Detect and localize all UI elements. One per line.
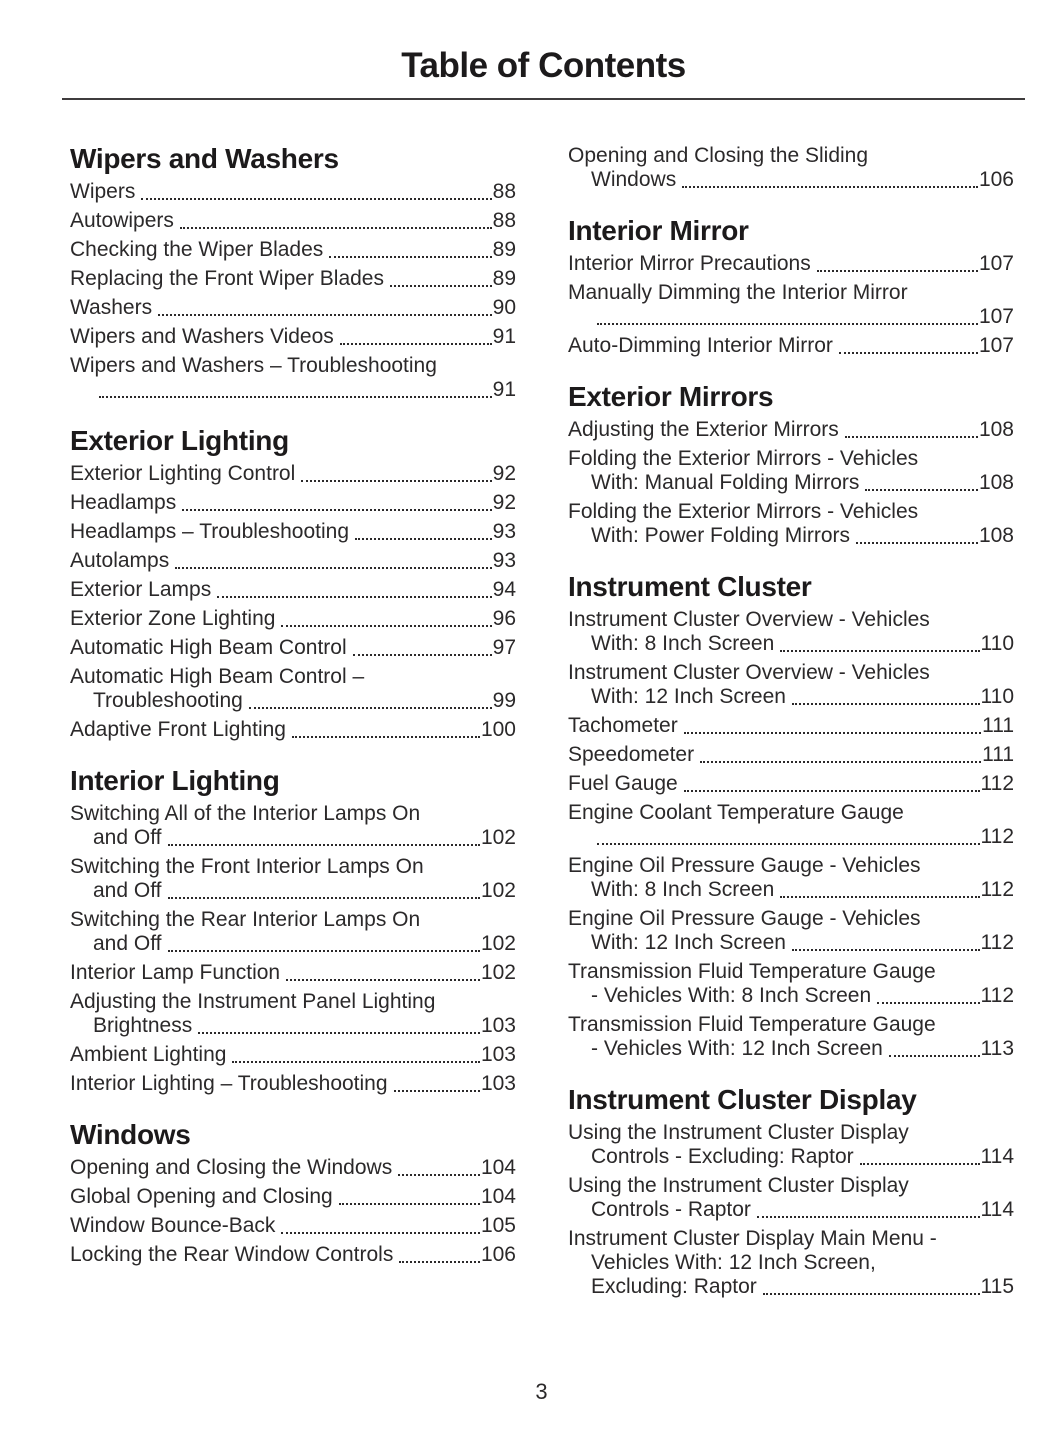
toc-entry-lastline	[568, 168, 1014, 192]
toc-entry-text: Locking the Rear Window Controls	[70, 1243, 394, 1266]
dot-leader	[339, 1203, 480, 1205]
toc-entry-line: Using the Instrument Cluster Display	[568, 1174, 909, 1197]
toc-entry-lastline	[568, 524, 1014, 548]
dot-leader	[684, 790, 980, 792]
page-ref: 94	[492, 578, 516, 601]
page-ref: 99	[492, 689, 516, 712]
toc-entry[interactable]	[70, 296, 516, 320]
toc-entry[interactable]	[70, 802, 516, 850]
toc-entry[interactable]	[70, 1243, 516, 1267]
toc-entry-lastline	[70, 1243, 516, 1267]
page-ref: 108	[978, 418, 1014, 441]
toc-entry-line: Automatic High Beam Control –	[70, 665, 365, 688]
toc-entry-text: Replacing the Front Wiper Blades	[70, 267, 384, 290]
page-ref: 112	[980, 931, 1014, 954]
page-ref: 102	[480, 961, 516, 984]
toc-entry-text: Windows	[591, 168, 677, 191]
toc-entry-text: With: Power Folding Mirrors	[591, 524, 851, 547]
dot-leader	[168, 844, 480, 846]
toc-entry-text: - Vehicles With: 8 Inch Screen	[591, 984, 872, 1007]
dot-leader	[292, 736, 480, 738]
toc-section	[568, 144, 1014, 192]
toc-entry[interactable]	[70, 209, 516, 233]
toc-entry-lastline	[70, 238, 516, 262]
toc-entry[interactable]	[568, 281, 1014, 329]
toc-entry-lastline	[70, 180, 516, 204]
dot-leader	[232, 1061, 480, 1063]
dot-leader	[217, 596, 491, 598]
toc-entry-text: Headlamps – Troubleshooting	[70, 520, 350, 543]
toc-entry-lastline	[70, 1014, 516, 1038]
toc-entry[interactable]	[568, 447, 1014, 495]
toc-entry-text: Adjusting the Exterior Mirrors	[568, 418, 839, 441]
page-ref: 114	[980, 1198, 1014, 1221]
toc-entry-line: Switching the Front Interior Lamps On	[70, 855, 424, 878]
toc-entry-text: and Off	[93, 879, 162, 902]
toc-entry-text: Auto-Dimming Interior Mirror	[568, 334, 833, 357]
toc-entry-lastline	[70, 209, 516, 233]
dot-leader	[390, 285, 492, 287]
dot-leader	[355, 538, 492, 540]
toc-section	[568, 382, 1014, 548]
page-ref: 103	[480, 1072, 516, 1095]
dot-leader	[329, 256, 491, 258]
dot-leader	[398, 1174, 480, 1176]
toc-entry[interactable]	[70, 1185, 516, 1209]
toc-entry-lastline	[70, 1156, 516, 1180]
page-ref: 107	[978, 252, 1014, 275]
toc-entry-lastline	[568, 931, 1014, 955]
toc-entry[interactable]	[568, 144, 1014, 192]
toc-entry-text: Autolamps	[70, 549, 170, 572]
page-ref: 97	[492, 636, 516, 659]
toc-entry-lastline	[568, 772, 1014, 796]
dot-leader	[792, 949, 980, 951]
toc-entry[interactable]	[70, 1156, 516, 1180]
toc-entry[interactable]	[568, 772, 1014, 796]
toc-entry-text: Ambient Lighting	[70, 1043, 227, 1066]
toc-entry-text: Interior Lighting – Troubleshooting	[70, 1072, 388, 1095]
toc-entry-text: Opening and Closing the Windows	[70, 1156, 393, 1179]
toc-entry-text: Excluding: Raptor	[591, 1275, 757, 1298]
title-divider	[62, 98, 1025, 100]
toc-entry-text: Checking the Wiper Blades	[70, 238, 324, 261]
dot-leader	[301, 480, 491, 482]
section-heading: Interior Mirror	[568, 215, 749, 246]
toc-entry[interactable]	[70, 354, 516, 402]
toc-section	[70, 1120, 516, 1267]
toc-entry-lastline	[70, 549, 516, 573]
toc-entry-lastline	[568, 714, 1014, 738]
toc-entry-lastline	[568, 305, 1014, 329]
toc-entry-text: Wipers and Washers Videos	[70, 325, 334, 348]
toc-entry[interactable]	[568, 743, 1014, 767]
page-ref: 110	[980, 685, 1014, 708]
section-heading: Instrument Cluster Display	[568, 1084, 917, 1115]
page-ref: 105	[480, 1214, 516, 1237]
page-ref: 112	[980, 984, 1014, 1007]
dot-leader	[597, 843, 980, 845]
toc-section	[70, 766, 516, 1096]
toc-entry-text: With: 12 Inch Screen	[591, 931, 786, 954]
page-ref: 106	[480, 1243, 516, 1266]
toc-entry-line: Folding the Exterior Mirrors - Vehicles	[568, 447, 919, 470]
toc-entry-text: Global Opening and Closing	[70, 1185, 333, 1208]
toc-entry-lastline	[70, 1185, 516, 1209]
toc-entry-text: and Off	[93, 932, 162, 955]
toc-entry[interactable]	[70, 1043, 516, 1067]
dot-leader	[353, 654, 492, 656]
toc-entry[interactable]	[70, 180, 516, 204]
dot-leader	[684, 732, 981, 734]
page-ref: 111	[982, 714, 1014, 737]
toc-entry[interactable]	[70, 238, 516, 262]
dot-leader	[877, 1002, 979, 1004]
toc-section	[568, 216, 1014, 358]
dot-leader	[158, 314, 492, 316]
page-title: Table of Contents	[401, 46, 686, 85]
dot-leader	[856, 542, 978, 544]
dot-leader	[757, 1216, 980, 1218]
page-ref: 100	[480, 718, 516, 741]
toc-entry-lastline	[70, 1214, 516, 1238]
page-ref: 90	[492, 296, 516, 319]
toc-section	[568, 1085, 1014, 1299]
page-ref: 103	[480, 1014, 516, 1037]
toc-entry-line: Transmission Fluid Temperature Gauge	[568, 1013, 936, 1036]
page-ref: 108	[978, 471, 1014, 494]
toc-entry[interactable]	[70, 1214, 516, 1238]
section-heading: Instrument Cluster	[568, 571, 812, 602]
toc-entry[interactable]	[70, 607, 516, 631]
dot-leader	[394, 1090, 480, 1092]
toc-entry-line: Adjusting the Instrument Panel Lighting	[70, 990, 436, 1013]
toc-entry-lastline	[70, 1043, 516, 1067]
toc-section	[70, 144, 516, 402]
toc-entry[interactable]	[568, 1013, 1014, 1061]
page-ref: 112	[980, 878, 1014, 901]
toc-entry-text: Troubleshooting	[93, 689, 243, 712]
dot-leader	[198, 1032, 480, 1034]
toc-entry-lastline	[70, 689, 516, 713]
dot-leader	[682, 186, 978, 188]
page-ref: 107	[978, 305, 1014, 328]
toc-entry-text: With: 12 Inch Screen	[591, 685, 786, 708]
page-ref: 115	[980, 1275, 1014, 1298]
toc-entry-lastline	[568, 252, 1014, 276]
toc-entry[interactable]	[70, 549, 516, 573]
toc-entry[interactable]	[70, 990, 516, 1038]
page-ref: 113	[980, 1037, 1014, 1060]
page-ref: 103	[480, 1043, 516, 1066]
toc-entry-text: Adaptive Front Lighting	[70, 718, 286, 741]
dot-leader	[168, 950, 480, 952]
page-ref: 104	[480, 1185, 516, 1208]
toc-entry-lastline	[70, 578, 516, 602]
dot-leader	[340, 343, 492, 345]
toc-entry-line: Switching the Rear Interior Lamps On	[70, 908, 421, 931]
toc-entry-line: Using the Instrument Cluster Display	[568, 1121, 909, 1144]
toc-entry[interactable]	[568, 960, 1014, 1008]
page-ref: 93	[492, 549, 516, 572]
page-ref: 107	[978, 334, 1014, 357]
page-ref: 93	[492, 520, 516, 543]
toc-section	[70, 426, 516, 742]
toc-entry-lastline	[70, 636, 516, 660]
toc-entry-text: Autowipers	[70, 209, 174, 232]
toc-entry[interactable]	[70, 1072, 516, 1096]
toc-entry-text: With: 8 Inch Screen	[591, 878, 775, 901]
page-ref: 92	[492, 462, 516, 485]
toc-entry-text: Controls - Raptor	[591, 1198, 751, 1221]
page-ref: 88	[492, 209, 516, 232]
toc-entry-lastline	[568, 984, 1014, 1008]
page-ref: 111	[982, 743, 1014, 766]
toc-entry[interactable]	[70, 718, 516, 742]
toc-entry[interactable]	[70, 578, 516, 602]
page-ref: 102	[480, 932, 516, 955]
toc-entry-line: Instrument Cluster Overview - Vehicles	[568, 608, 930, 631]
toc-entry-line: Vehicles With: 12 Inch Screen,	[591, 1251, 876, 1274]
dot-leader	[249, 707, 492, 709]
toc-entry[interactable]	[568, 1174, 1014, 1222]
toc-entry-lastline	[70, 961, 516, 985]
toc-entry-line: Manually Dimming the Interior Mirror	[568, 281, 908, 304]
toc-entry-text: Fuel Gauge	[568, 772, 678, 795]
toc-entry-lastline	[70, 718, 516, 742]
toc-entry-lastline	[568, 685, 1014, 709]
toc-entry-lastline	[70, 607, 516, 631]
toc-entry[interactable]	[70, 462, 516, 486]
page-header	[0, 0, 1055, 86]
toc-entry[interactable]	[568, 714, 1014, 738]
toc-entry[interactable]	[568, 907, 1014, 955]
toc-entry[interactable]	[70, 325, 516, 349]
toc-entry-line: Opening and Closing the Sliding	[568, 144, 869, 167]
toc-entry-lastline	[70, 325, 516, 349]
page-ref: 112	[980, 772, 1014, 795]
page-ref: 104	[480, 1156, 516, 1179]
page-ref: 88	[492, 180, 516, 203]
toc-entry[interactable]	[70, 961, 516, 985]
toc-entry-lastline	[568, 471, 1014, 495]
dot-leader	[817, 270, 978, 272]
page-ref: 110	[980, 632, 1014, 655]
toc-entry-lastline	[70, 267, 516, 291]
toc-entry[interactable]	[70, 491, 516, 515]
page-ref: 91	[492, 378, 516, 401]
toc-entry-line: Instrument Cluster Display Main Menu -	[568, 1227, 937, 1250]
toc-entry-lastline	[70, 932, 516, 956]
dot-leader	[865, 489, 978, 491]
toc-entry-lastline	[70, 826, 516, 850]
dot-leader	[860, 1163, 980, 1165]
toc-entry[interactable]	[568, 801, 1014, 849]
page-ref: 102	[480, 879, 516, 902]
dot-leader	[286, 979, 480, 981]
toc-entry[interactable]	[70, 855, 516, 903]
page-ref: 96	[492, 607, 516, 630]
toc-entry[interactable]	[568, 1121, 1014, 1169]
toc-entry[interactable]	[70, 267, 516, 291]
toc-entry-lastline	[568, 825, 1014, 849]
toc-entry-lastline	[568, 743, 1014, 767]
dot-leader	[763, 1293, 980, 1295]
toc-entry-text: Washers	[70, 296, 153, 319]
toc-entry-lastline	[568, 418, 1014, 442]
toc-entry-line: Folding the Exterior Mirrors - Vehicles	[568, 500, 919, 523]
toc-entry-text: Interior Mirror Precautions	[568, 252, 811, 275]
toc-entry-text: Tachometer	[568, 714, 678, 737]
toc-entry[interactable]	[70, 908, 516, 956]
dot-leader	[141, 198, 491, 200]
toc-entry-lastline	[70, 879, 516, 903]
toc-entry-text: Interior Lamp Function	[70, 961, 281, 984]
toc-entry-line: Switching All of the Interior Lamps On	[70, 802, 421, 825]
dot-leader	[180, 227, 492, 229]
toc-entry-lastline	[568, 1275, 1014, 1299]
toc-entry-lastline	[568, 632, 1014, 656]
toc-entry-text: Exterior Zone Lighting	[70, 607, 276, 630]
dot-leader	[182, 509, 491, 511]
toc-entry[interactable]	[568, 334, 1014, 358]
page-ref: 91	[492, 325, 516, 348]
toc-entry-text: With: Manual Folding Mirrors	[591, 471, 860, 494]
toc-entry-line: Wipers and Washers – Troubleshooting	[70, 354, 437, 377]
dot-leader	[792, 703, 980, 705]
dot-leader	[99, 396, 492, 398]
toc-entry[interactable]	[568, 418, 1014, 442]
toc-entry-text: Speedometer	[568, 743, 695, 766]
toc-entry-lastline	[70, 1072, 516, 1096]
dot-leader	[168, 897, 480, 899]
toc-entry-line: Instrument Cluster Overview - Vehicles	[568, 661, 930, 684]
toc-entry-text: Wipers	[70, 180, 136, 203]
toc-entry[interactable]	[568, 500, 1014, 548]
page-ref: 114	[980, 1145, 1014, 1168]
toc-entry-line: Engine Oil Pressure Gauge - Vehicles	[568, 854, 921, 877]
toc-entry[interactable]	[568, 252, 1014, 276]
section-heading: Exterior Lighting	[70, 425, 289, 456]
dot-leader	[839, 352, 978, 354]
toc-entry[interactable]	[70, 520, 516, 544]
toc-entry[interactable]	[568, 661, 1014, 709]
toc-entry[interactable]	[70, 665, 516, 713]
toc-entry-lastline	[70, 520, 516, 544]
toc-entry-lastline	[70, 491, 516, 515]
toc-entry-lastline	[70, 378, 516, 402]
toc-column-left	[70, 144, 516, 1304]
toc-entry-lastline	[568, 1198, 1014, 1222]
dot-leader	[845, 436, 978, 438]
toc-entry-text: Controls - Excluding: Raptor	[591, 1145, 854, 1168]
toc-column-right	[568, 144, 1014, 1304]
toc-entry-text: Exterior Lighting Control	[70, 462, 296, 485]
toc-entry-text: With: 8 Inch Screen	[591, 632, 775, 655]
toc-entry[interactable]	[568, 1227, 1014, 1299]
toc-entry-lastline	[568, 1037, 1014, 1061]
toc-entry-text: and Off	[93, 826, 162, 849]
toc-entry-line: Engine Coolant Temperature Gauge	[568, 801, 904, 824]
page-ref: 108	[978, 524, 1014, 547]
dot-leader	[281, 1232, 480, 1234]
toc-entry-line: Engine Oil Pressure Gauge - Vehicles	[568, 907, 921, 930]
dot-leader	[597, 323, 978, 325]
dot-leader	[889, 1055, 980, 1057]
dot-leader	[780, 650, 979, 652]
page-number: 3	[535, 1379, 548, 1404]
toc-entry-text: - Vehicles With: 12 Inch Screen	[591, 1037, 883, 1060]
section-heading: Wipers and Washers	[70, 143, 339, 174]
toc-entry[interactable]	[568, 608, 1014, 656]
page-ref: 102	[480, 826, 516, 849]
toc-entry-lastline	[568, 334, 1014, 358]
section-heading: Exterior Mirrors	[568, 381, 774, 412]
toc-entry-line: Transmission Fluid Temperature Gauge	[568, 960, 936, 983]
toc-entry-lastline	[568, 1145, 1014, 1169]
dot-leader	[175, 567, 491, 569]
toc-entry-text: Brightness	[93, 1014, 193, 1037]
page-ref: 89	[492, 267, 516, 290]
page-ref: 89	[492, 238, 516, 261]
dot-leader	[700, 761, 981, 763]
toc-entry-lastline	[70, 296, 516, 320]
toc-entry-lastline	[568, 878, 1014, 902]
toc-entry-text: Automatic High Beam Control	[70, 636, 347, 659]
section-heading: Interior Lighting	[70, 765, 280, 796]
page-ref: 106	[978, 168, 1014, 191]
page-ref: 92	[492, 491, 516, 514]
toc-entry-lastline	[70, 462, 516, 486]
page-ref: 112	[980, 825, 1014, 848]
dot-leader	[780, 896, 979, 898]
toc-columns	[0, 144, 1055, 1304]
toc-entry[interactable]	[568, 854, 1014, 902]
dot-leader	[399, 1261, 480, 1263]
toc-entry-text: Headlamps	[70, 491, 177, 514]
toc-entry-text: Window Bounce-Back	[70, 1214, 276, 1237]
section-heading: Windows	[70, 1119, 191, 1150]
dot-leader	[281, 625, 491, 627]
toc-entry[interactable]	[70, 636, 516, 660]
toc-section	[568, 572, 1014, 1061]
toc-entry-text: Exterior Lamps	[70, 578, 212, 601]
